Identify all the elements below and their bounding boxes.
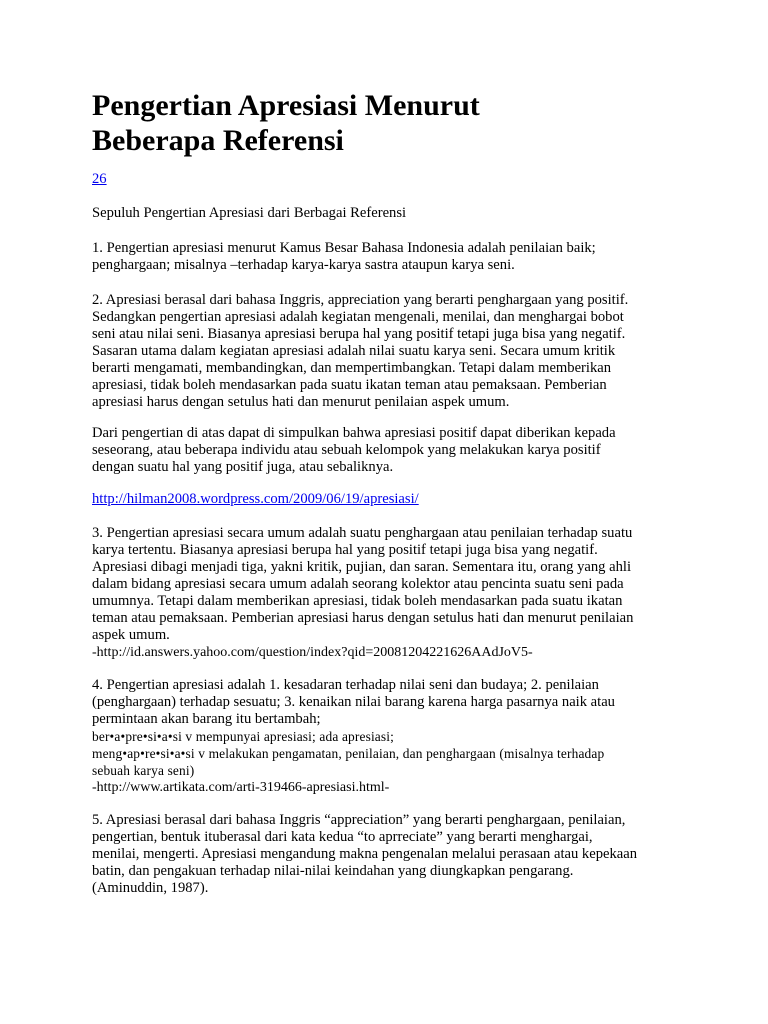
definition-line: sebuah karya seni) [92,763,195,778]
definition-line: meng•ap•re•si•a•si v melakukan pengamatan, penilaian, dan penghargaan (misalnya terhadap [92,746,605,761]
text-line: Sasaran utama dalam kegiatan apresiasi adalah nilai suatu karya seni. Secara umum kritik [92,343,616,359]
text-line: dalam bidang apresiasi secara umum adalah seorang kolektor atau pencinta suatu seni pada [92,576,624,592]
text-line: umumnya. Tetapi dalam memberikan apresiasi, tidak boleh mendasarkan pada suatu ikatan [92,593,623,609]
article-title [92,88,480,158]
text-line: 2. Apresiasi berasal dari bahasa Inggris, appreciation yang berarti penghargaan yang positif. [92,292,629,308]
text-line: permintaan akan barang itu bertambah; [92,711,321,727]
text-line: 1. Pengertian apresiasi menurut Kamus Besar Bahasa Indonesia adalah penilaian baik; [92,240,596,256]
reference-text: -http://id.answers.yahoo.com/question/index?qid=20081204221626AAdJoV5- [92,645,533,660]
paragraph-summary [92,425,692,476]
text-line: apresiasi harus dengan setulus hati dan menurut penilaian aspek umum. [92,394,510,410]
text-line: dengan suatu hal yang positif juga, atau sebaliknya. [92,459,394,475]
intro-text [92,205,692,222]
intro-line: Sepuluh Pengertian Apresiasi dari Berbagai Referensi [92,205,407,221]
text-line: (penghargaan) terhadap sesuatu; 3. kenaikan nilai barang karena harga pasarnya naik atau [92,694,615,710]
text-line: batin, dan pengakuan terhadap nilai-nilai keindahan yang diungkapkan pengarang. [92,863,574,879]
text-line: pengertian, bentuk ituberasal dari kata kedua “to aprreciate” yang berarti menghargai, [92,829,593,845]
paragraph-1 [92,240,692,274]
text-line: Dari pengertian di atas dapat di simpulkan bahwa apresiasi positif dapat diberikan kepada [92,425,616,441]
definition-line: ber•a•pre•si•a•si v mempunyai apresiasi; ada apresiasi; [92,729,395,744]
text-line: karya tertentu. Biasanya apresiasi berupa hal yang positif tetapi juga bisa yang negatif. [92,542,598,558]
reference-text: -http://www.artikata.com/arti-319466-apresiasi.html- [92,780,390,795]
text-line: Apresiasi dibagi menjadi tiga, yakni kritik, pujian, dan saran. Sementara itu, orang yang ahli [92,559,632,575]
text-line: penghargaan; misalnya –terhadap karya-karya sastra ataupun karya seni. [92,257,515,273]
text-line: berarti mengamati, membandingkan, dan mempertimbangkan. Tetapi dalam memberikan [92,360,612,376]
text-line: teman atau pemaksaan. Pemberian apresiasi harus dengan setulus hati dan menurut penilaian [92,610,634,626]
text-line: (Aminuddin, 1987). [92,880,209,896]
text-line: seseorang, atau beberapa individu atau sebuah kelompok yang melakukan karya positif [92,442,601,458]
paragraph-3 [92,525,692,661]
text-line: 3. Pengertian apresiasi secara umum adalah suatu penghargaan atau penilaian terhadap suatu [92,525,633,541]
text-line: apresiasi, tidak boleh mendasarkan pada suatu ikatan teman atau pemaksaan. Pemberian [92,377,607,393]
title-line: Beberapa Referensi [92,124,344,157]
title-line: Pengertian Apresiasi Menurut [92,89,480,122]
text-line: 5. Apresiasi berasal dari bahasa Inggris “appreciation” yang berarti penghargaan, penilaian, [92,812,626,828]
paragraph-2 [92,292,692,411]
text-line: aspek umum. [92,627,170,643]
paragraph-5 [92,812,692,897]
comment-count-link[interactable]: 26 [92,171,107,187]
text-line: menilai, mengerti. Apresiasi mengandung makna pengenalan melalui perasaan atau kepekaan [92,846,638,862]
text-line: 4. Pengertian apresiasi adalah 1. kesadaran terhadap nilai seni dan budaya; 2. penilaian [92,677,599,693]
text-line: Sedangkan pengertian apresiasi adalah kegiatan mengenali, menilai, dan menghargai bobot [92,309,624,325]
reference-link-hilman[interactable]: http://hilman2008.wordpress.com/2009/06/19/apresiasi/ [92,491,419,507]
paragraph-4 [92,677,692,796]
text-line: seni atau nilai seni. Biasanya apresiasi berupa hal yang positif tetapi juga bisa yang negatif. [92,326,626,342]
